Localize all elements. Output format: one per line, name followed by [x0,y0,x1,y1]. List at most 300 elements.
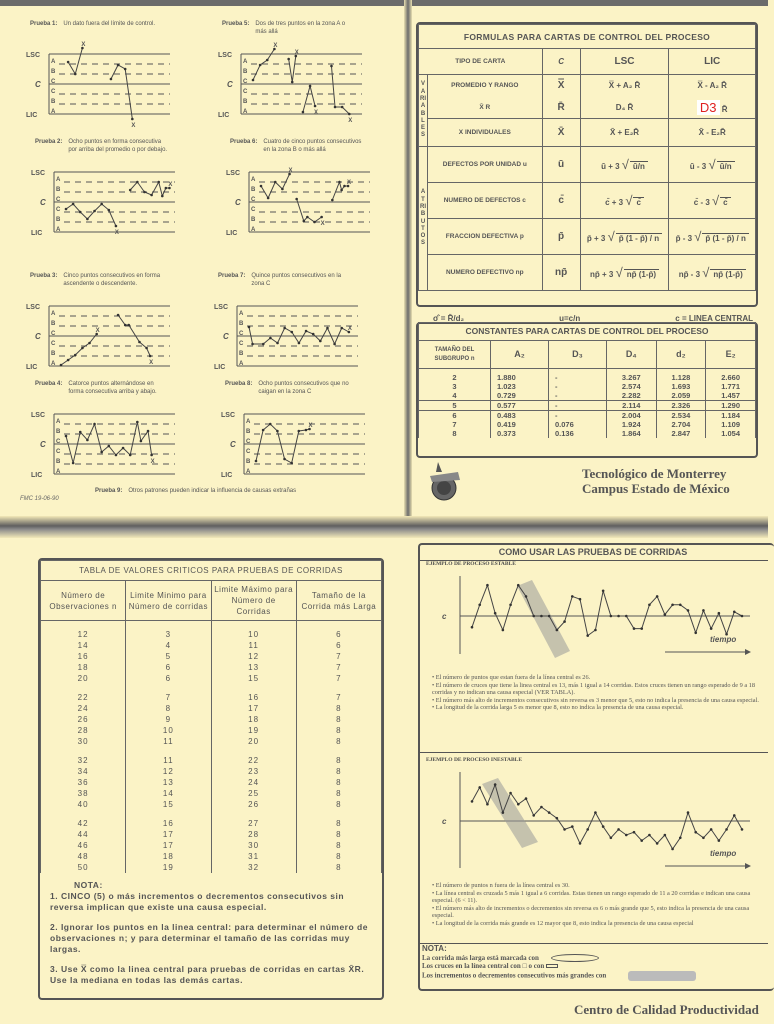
prueba-label: Prueba 8: [225,381,253,387]
corridas-cell: 14 [41,640,126,651]
prueba-7-caption [35,380,205,396]
zone-label: B [251,187,256,193]
formulas-title: FORMULAS PARA CARTAS DE CONTROL DEL PROCESO [419,25,756,49]
constants-row [419,411,756,421]
zone-label: C [56,439,61,445]
corridas-cell: 16 [126,810,211,829]
lic-text: X̿ - A₂ R̄ [697,81,727,91]
constants-cell: 2.282 [606,391,656,401]
data-point [502,811,505,814]
zone-label: A [51,59,56,65]
series-line [66,204,116,226]
constants-cell: - [548,369,606,383]
zone-label: A [251,227,256,233]
zone-label: A [56,419,61,425]
constants-cell: 1.457 [706,391,756,401]
data-point [548,615,551,618]
center-label: C [40,440,46,449]
data-point [269,337,272,340]
prueba-label: Prueba 6: [230,139,258,145]
corridas-cell: 11 [211,640,296,651]
corridas-cell: 19 [126,862,211,873]
constants-cell: - [548,401,606,411]
signal-mark: X [114,230,119,236]
zone-label: C [56,197,61,203]
center-label: c [442,817,447,826]
zone-label: C [239,331,244,337]
corridas-cell: 6 [296,640,381,651]
corridas-row [41,777,382,788]
series-line [261,174,290,198]
bullet-item: • El número de cruces que tiene la linea central es 13, más 1 igual a 14 corridas. Estos cruces tienen un rango esperado de 9 a 18 corridas y no indican una causa especial (VER TABLA). [432,681,756,696]
constants-row [419,420,756,429]
data-point [556,629,559,632]
data-point [640,627,643,630]
corridas-cell: 5 [126,651,211,662]
data-point [117,314,120,317]
constants-cell: 2.704 [656,420,706,429]
data-point [702,837,705,840]
zone-label: A [246,419,251,425]
corridas-cell: 40 [41,799,126,810]
data-point [656,595,659,598]
zone-label: B [51,351,56,357]
header-tipo: TIPO DE CARTA [419,49,543,75]
radicand: c̄ [720,197,730,207]
corridas-cell: 8 [296,747,381,766]
data-point [283,327,286,330]
signal-mark: X [150,459,155,465]
data-point [136,421,139,424]
prueba-7-chart [30,404,180,484]
center-label: C [223,332,229,341]
header-c: C [542,49,580,75]
radicand: np̄ (1-p̄) [710,269,745,279]
lsc-label: LSC [26,52,40,59]
corridas-cell: 16 [211,684,296,703]
prueba-text: Ocho puntos en forma consecutiva por arriba del promedio o por debajo. [68,139,168,153]
corridas-cell: 8 [296,829,381,840]
center-value: X̄ [542,119,580,147]
series-line [289,56,296,82]
constants-cell: 8 [419,429,491,438]
data-point [306,216,309,219]
center-value: ū [542,147,580,183]
corridas-cell: 8 [296,810,381,829]
corridas-cell: 26 [41,714,126,725]
constants-cell: 1.693 [656,382,706,391]
data-point [248,326,251,329]
prueba-6-caption [218,272,388,288]
formula-row [419,183,756,219]
data-point [617,615,620,618]
data-point [494,783,497,786]
data-point [124,68,127,71]
lic-text: R̄ [721,104,728,114]
chart-type: FRACCION DEFECTIVA p [428,219,543,255]
data-point [517,584,520,587]
lic-formula [669,219,756,255]
d3-highlight: D3 [697,100,720,115]
zone-label: A [51,361,56,367]
lsc-label: LSC [221,412,235,419]
corridas-row [41,851,382,862]
constants-header: TAMAÑO DEL SUBGRUPO n [419,341,491,369]
divider [418,752,768,753]
data-point [733,611,736,614]
data-point [340,327,343,330]
zone-label: B [56,459,61,465]
arrowhead-icon [745,863,751,869]
zone-label: B [51,99,56,105]
lsc-prefix: ū + 3 [601,162,620,171]
constants-cell: 0.729 [491,391,549,401]
data-point [161,195,164,198]
data-point [115,225,118,228]
data-point [478,604,481,607]
data-point [741,615,744,618]
data-point [338,181,341,184]
centro-calidad: Centro de Calidad Productividad [574,1002,759,1017]
data-point [334,106,337,109]
constants-cell: 1.924 [606,420,656,429]
corridas-cell: 8 [296,725,381,736]
data-point [276,430,279,433]
data-point [260,185,263,188]
constants-cell: 3 [419,382,491,391]
lic-label: LIC [26,364,38,371]
corridas-cell: 28 [211,829,296,840]
chart-type: NUMERO DEFECTIVO np [428,255,543,291]
data-point [525,797,528,800]
corridas-row [41,840,382,851]
data-point [291,81,294,84]
zone-label: A [51,109,56,115]
corridas-cell: 7 [296,651,381,662]
constants-cell: 1.864 [606,429,656,438]
zone-label: B [239,351,244,357]
chart-type: NUMERO DE DEFECTOS c [428,183,543,219]
series-line [66,422,152,463]
constants-cell: 1.109 [706,420,756,429]
bullet-text: El número más alto de incrementos o decrementos sin reversa es 6 o más grande que 5, esto indica la presencia de una causa especial. [432,904,750,919]
variables-label: VARIABLES [419,75,428,147]
data-point [579,598,582,601]
lsc-label: LSC [31,412,45,419]
center-label: C [235,198,241,207]
data-point [74,354,77,357]
constants-cell: 2.847 [656,429,706,438]
zone-label: A [239,311,244,317]
data-point [298,342,301,345]
data-point [333,343,336,346]
constants-cell: 2.326 [656,401,706,411]
corridas-cell: 8 [126,703,211,714]
corridas-cell: 8 [296,799,381,810]
corridas-cell: 11 [126,736,211,747]
signal-mark: X [168,182,173,188]
series-line [61,334,97,365]
data-point [486,803,489,806]
corridas-cell: 44 [41,829,126,840]
prueba-text: Quince puntos consecutivos en la zona C [251,273,342,287]
data-point [525,595,528,598]
prueba-label: Prueba 1: [30,21,58,27]
bullet-text: El número más alto de incrementos consecutivos sin reversa es 3 menor que 5, esto no indica la presencia de una causa especial. [435,696,759,704]
center-label: C [35,80,41,89]
institution-line1: Tecnológico de Monterrey [582,466,727,481]
data-point [579,842,582,845]
lsc-formula: D₄ R̄ [580,97,669,119]
data-point [67,359,70,362]
lsc-formula: X̿ + A₂ R̄ [580,75,669,97]
corridas-cell: 8 [296,777,381,788]
constants-cell: 2 [419,369,491,383]
corridas-row [41,621,382,641]
prueba-text: Ocho puntos consecutivos que no caigan en la zona C [258,381,349,395]
data-point [129,189,132,192]
constants-cell: - [548,391,606,401]
corridas-row [41,662,382,673]
signal-mark: X [288,168,293,174]
corridas-cell: 22 [211,747,296,766]
data-point [532,814,535,817]
inestable-title: EJEMPLO DE PROCESO INESTABLE [426,757,523,763]
data-point [648,834,651,837]
corridas-row [41,725,382,736]
corridas-row [41,703,382,714]
zone-label: C [251,197,256,203]
data-point [326,327,329,330]
prueba-text: Catorce puntos alternándose en forma consecutiva arriba y abajo. [68,381,157,395]
sqrt-icon: √ [615,265,623,280]
data-point [305,330,308,333]
data-point [671,848,674,851]
center-label: c [442,612,447,621]
bullet-text: La línea central es cruzada 5 más 1 igual a 6 corridas. Estas tienen un rango esperado de 11 a 20 corridas e indican una causa especial. (6 < 11). [432,889,751,904]
radicand: ū/n [717,161,735,171]
unstable-bullets [432,882,762,927]
prueba-1-caption [30,20,200,28]
corridas-cell: 14 [126,788,211,799]
prueba-4-chart [225,162,375,242]
data-point [725,828,728,831]
data-point [694,632,697,635]
bullet-item: • La línea central es cruzada 5 más 1 igual a 6 corridas. Estas tienen un rango esperado de 11 a 20 corridas e indican una causa especial. (6 < 11). [432,889,751,904]
constants-cell: 0.136 [548,429,606,438]
corridas-header: Limite Minimo para Número de corridas [126,581,211,621]
lic-label: LIC [218,112,230,119]
u-formula: u=c/n [559,314,581,323]
radicand: c̄ [633,197,643,207]
constants-cell: 6 [419,411,491,421]
signal-mark: X [347,180,352,186]
data-point [312,333,315,336]
prueba-3-chart [30,162,180,242]
data-point [81,347,84,350]
corridas-table [40,560,382,873]
corridas-cell: 8 [296,736,381,747]
radicand: ū/n [630,161,648,171]
corridas-cell: 16 [41,651,126,662]
corridas-row [41,799,382,810]
bullet-item: • La longitud de la corrida larga 5 es menor que 8, esto no indica la presencia de una causa especial. [432,704,684,711]
lic-formula [669,147,756,183]
corridas-header: Tamaño de la Corrida más Larga [296,581,381,621]
gray-band [482,778,538,848]
data-point [108,445,111,448]
data-point [733,814,736,817]
data-point [331,199,334,202]
chart-type: DEFECTOS POR UNIDAD u [428,147,543,183]
corridas-cell: 8 [296,703,381,714]
data-point [267,197,270,200]
corridas-cell: 27 [211,810,296,829]
corridas-cell: 32 [41,747,126,766]
zone-label: C [51,79,56,85]
corridas-cell: 8 [296,851,381,862]
constants-cell: 2.534 [656,411,706,421]
sqrt-icon: √ [625,193,633,208]
constants-row [419,369,756,383]
data-point [679,837,682,840]
data-point [340,189,343,192]
institution-logo [424,458,466,504]
data-point [269,423,272,426]
corridas-row [41,829,382,840]
constants-header: E₂ [706,341,756,369]
fold-line-vertical [404,0,412,525]
corridas-cell: 20 [211,736,296,747]
formula-row [419,147,756,183]
data-point [478,786,481,789]
corridas-title: TABLA DE VALORES CRITICOS PARA PRUEBAS DE CORRIDAS [41,561,382,581]
data-point [100,451,103,454]
zone-label: A [251,177,256,183]
series-line [68,48,82,74]
time-label: tiempo [710,849,737,858]
corridas-cell: 7 [296,662,381,673]
data-point [291,331,294,334]
data-point [313,221,316,224]
data-point [710,627,713,630]
constants-cell: 1.771 [706,382,756,391]
corridas-cell: 15 [211,673,296,684]
data-point [517,803,520,806]
constants-cell: 1.880 [491,369,549,383]
zone-label: C [239,341,244,347]
prueba-text: Dos de tres puntos en la zona A o más allá [255,21,346,35]
prueba-label: Prueba 7: [218,273,246,279]
nota-3: 3. Use X̿ como la linea central para pruebas de corridas en cartas X̄R. Use la mediana en todas las demás cartas. [50,964,365,985]
corridas-cell: 11 [126,747,211,766]
data-point [266,59,269,62]
signal-mark: X [149,360,154,366]
radicand: np̄ (1-p̄) [624,269,659,279]
sqrt-icon: √ [712,193,720,208]
zone-label: C [246,449,251,455]
data-point [540,806,543,809]
prueba-2-chart [217,44,367,124]
data-point [586,634,589,637]
data-point [563,620,566,623]
data-point [287,58,290,61]
corridas-row [41,640,382,651]
prueba-3-caption [35,138,205,154]
data-point [143,191,146,194]
data-point [502,629,505,632]
data-point [165,187,168,190]
corridas-cell: 9 [126,714,211,725]
constants-cell: 1.054 [706,429,756,438]
prueba-label: Prueba 4: [35,381,63,387]
corridas-cell: 18 [41,662,126,673]
constants-row [419,391,756,401]
nota-longest-run: La corrida más larga está marcada con [422,953,539,962]
corridas-cell: 6 [126,673,211,684]
scan-edge [0,0,768,6]
corridas-row [41,673,382,684]
signal-mark: X [95,328,100,334]
time-label: tiempo [710,635,737,644]
data-point [486,584,489,587]
data-point [494,612,497,615]
data-point [74,73,77,76]
center-value: X̿ [542,75,580,97]
lsc-prefix: p̄ + 3 [586,234,606,243]
formulas-table [418,24,756,291]
data-point [671,604,674,607]
data-point [255,460,258,463]
center-label: C [230,440,236,449]
prueba-text: Otros patrones pueden indicar la influencia de causas extrañas [128,488,297,494]
constants-header: D₄ [606,341,656,369]
lic-prefix: ū - 3 [689,162,707,171]
data-point [343,185,346,188]
signal-mark: X [347,326,352,332]
institution-name [582,466,730,496]
zone-label: B [251,217,256,223]
zone-label: A [56,469,61,475]
zone-label: C [56,207,61,213]
corridas-notes [50,880,380,986]
corridas-cell: 25 [211,788,296,799]
nota-2: 2. Ignorar los puntos en la linea central: para determinar el número de observaciones n; y para determinar el tamaño de las corridas muy largas. [50,922,368,954]
corridas-header: Limite Máximo para Número de Corridas [211,581,296,621]
corridas-cell: 46 [41,840,126,851]
signal-mark: X [273,43,278,49]
data-point [702,609,705,612]
corridas-cell: 32 [211,862,296,873]
zone-label: B [56,429,61,435]
zone-label: B [51,69,56,75]
lic-label: LIC [31,472,43,479]
constants-cell: 7 [419,420,491,429]
data-point [302,111,305,114]
unstable-process-chart [420,762,765,880]
data-point [330,65,333,68]
corridas-cell: 7 [296,684,381,703]
constants-cell: 2.004 [606,411,656,421]
formula-row [419,97,756,119]
series-line [111,65,132,119]
corridas-row [41,788,382,799]
institution-line2: Campus Estado de México [582,481,730,496]
formula-row [419,75,756,97]
sqrt-icon: √ [607,229,615,244]
sqrt-icon: √ [694,229,702,244]
prueba-8-caption [225,380,395,396]
